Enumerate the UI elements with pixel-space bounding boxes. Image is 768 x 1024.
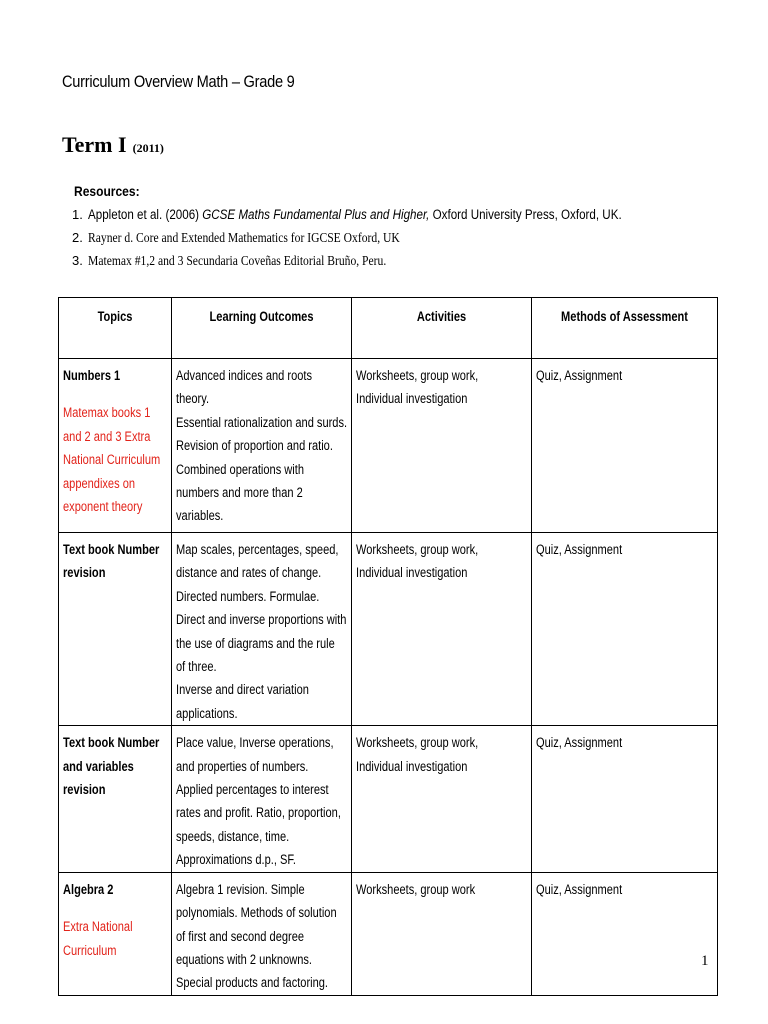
table-row: [59, 726, 718, 872]
header-learning-outcomes: Learning Outcomes: [172, 298, 352, 359]
table-row: [59, 533, 718, 726]
outcome-line: Place value, Inverse operations, and properties of numbers. Applied percentages to interest rates and profit. Ratio, proportion, speeds, distance, time. Approximations d.p., SF.: [176, 735, 341, 868]
activities-cell: Worksheets, group work, Individual investigation: [352, 726, 532, 872]
table-row: [59, 359, 718, 533]
activities-cell: Worksheets, group work: [352, 872, 532, 995]
topic-note: Extra National Curriculum: [63, 919, 133, 958]
resource-text: Rayner d. Core and Extended Mathematics for IGCSE Oxford, UK: [88, 230, 400, 245]
table-header-row: [59, 298, 718, 359]
topic-name: Text book Number and variables revision: [63, 735, 160, 798]
resource-text-author: Appleton et al. (2006): [88, 207, 203, 222]
topic-cell: [59, 533, 172, 726]
resource-number: 3.: [72, 253, 83, 268]
resource-item: [72, 207, 672, 230]
header-activities: Activities: [352, 298, 532, 359]
table-row: [59, 872, 718, 995]
topic-name: Algebra 2: [63, 881, 114, 897]
outcome-line: Inverse and direct variation applications.: [176, 682, 309, 721]
topic-name: Text book Number revision: [63, 542, 160, 581]
header-methods-of-assessment: Methods of Assessment: [532, 298, 718, 359]
topic-cell: [59, 359, 172, 533]
outcomes-cell: [172, 872, 352, 995]
assessment-cell: Quiz, Assignment: [532, 872, 718, 995]
outcome-line: Advanced indices and roots theory.: [176, 368, 313, 407]
resource-text: Matemax #1,2 and 3 Secundaria Coveñas Editorial Bruño, Peru.: [88, 253, 387, 268]
outcomes-cell: [172, 726, 352, 872]
topic-name: Numbers 1: [63, 368, 121, 383]
resources-list: [72, 207, 672, 276]
topic-cell: [59, 726, 172, 872]
resource-item: [72, 230, 672, 253]
assessment-cell: Quiz, Assignment: [532, 726, 718, 872]
page-number: 1: [701, 953, 709, 969]
resource-item: [72, 253, 672, 276]
assessment-cell: Quiz, Assignment: [532, 533, 718, 726]
resource-text: [88, 207, 622, 222]
outcome-line: Essential rationalization and surds.: [176, 414, 348, 430]
document-title: Curriculum Overview Math – Grade 9: [62, 72, 295, 91]
outcome-line: Algebra 1 revision. Simple polynomials. Methods of solution of first and second degree equations with 2 unknowns. Special products and factoring.: [176, 881, 337, 991]
term-year: (2011): [132, 141, 164, 155]
outcome-line: Map scales, percentages, speed, distance and rates of change. Directed numbers. Formulae.: [176, 542, 339, 604]
outcome-line: Combined operations with numbers and more than 2 variables.: [176, 461, 304, 524]
outcomes-cell: [172, 533, 352, 726]
resource-book-title: GCSE Maths Fundamental Plus and Higher,: [202, 207, 430, 222]
assessment-cell: Quiz, Assignment: [532, 359, 718, 533]
resources-heading: Resources:: [74, 183, 140, 199]
outcomes-cell: [172, 359, 352, 533]
activities-cell: Worksheets, group work, Individual investigation: [352, 359, 532, 533]
topic-cell: [59, 872, 172, 995]
header-topics: Topics: [59, 298, 172, 359]
term-heading: [62, 132, 164, 158]
activities-cell: Worksheets, group work, Individual investigation: [352, 533, 532, 726]
curriculum-table: [58, 297, 718, 996]
term-label: Term I: [62, 132, 127, 157]
resource-number: 1.: [72, 207, 83, 222]
resource-publisher: Oxford University Press, Oxford, UK.: [429, 207, 622, 222]
topic-note: Matemax books 1 and 2 and 3 Extra National Curriculum appendixes on exponent theory: [63, 405, 161, 515]
outcome-line: Revision of proportion and ratio.: [176, 438, 333, 454]
resource-number: 2.: [72, 230, 83, 245]
outcome-line: Direct and inverse proportions with the use of diagrams and the rule of three.: [176, 612, 347, 675]
